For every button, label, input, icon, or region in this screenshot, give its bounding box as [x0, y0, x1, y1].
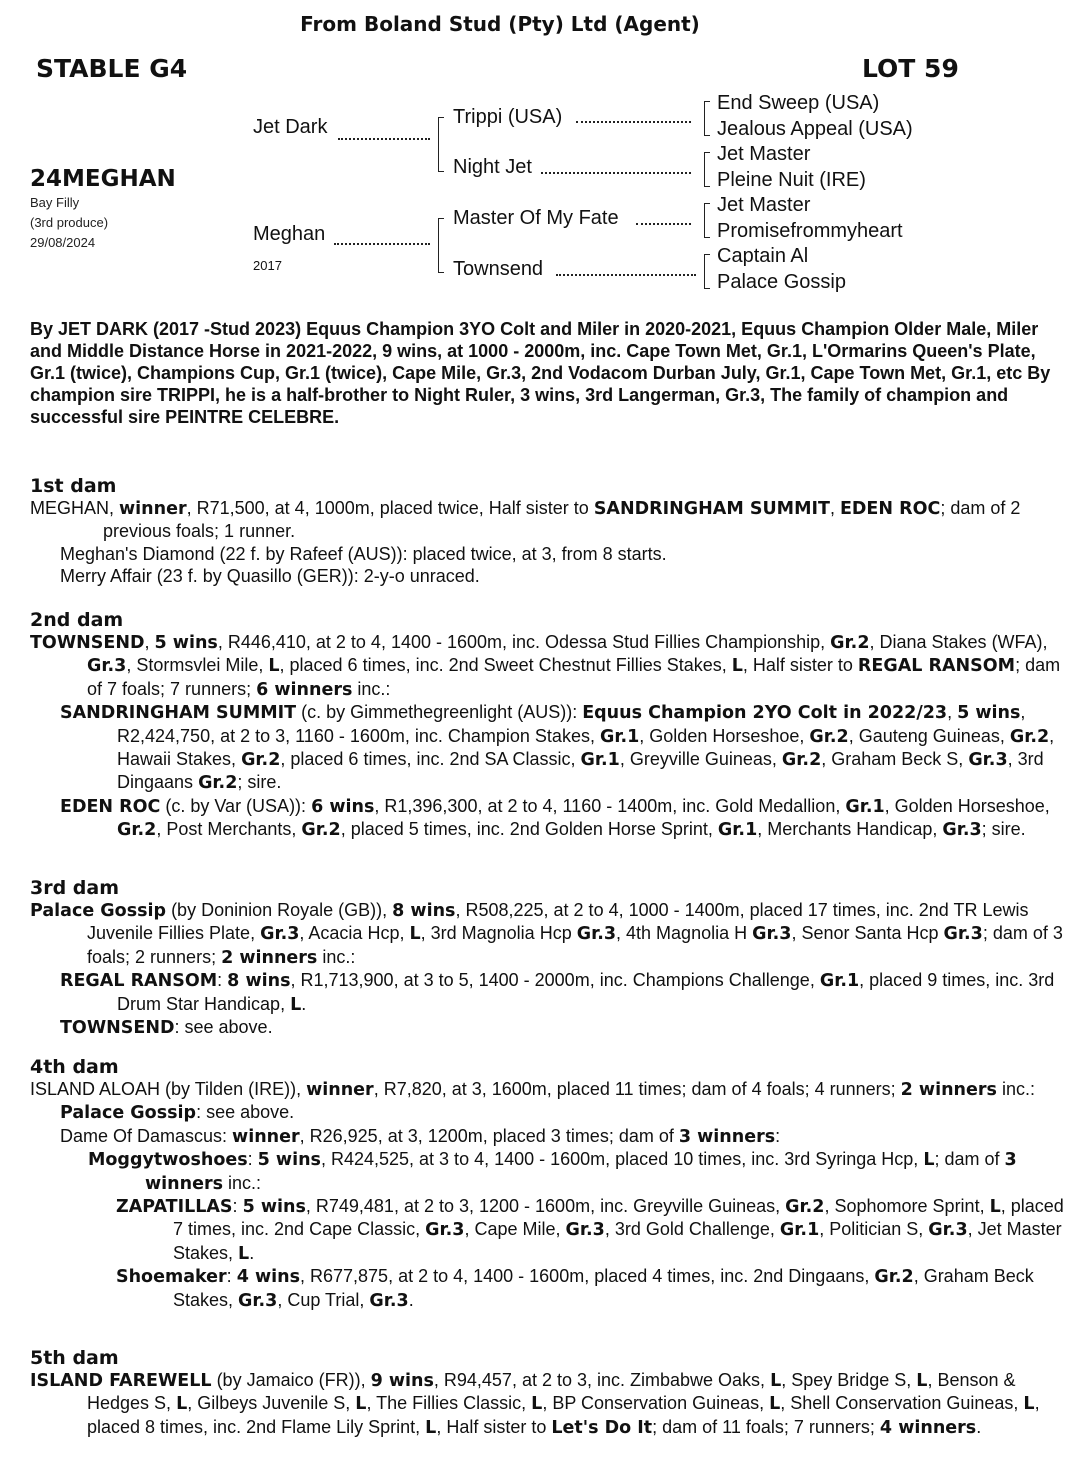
- section-5: [30, 1347, 1075, 1439]
- horse-produce: (3rd produce): [30, 215, 109, 230]
- section-heading: 5th dam: [30, 1347, 119, 1369]
- lot-label: LOT 59: [862, 54, 959, 83]
- ped-g3-7: Captain Al: [717, 245, 809, 267]
- section-heading: 3rd dam: [30, 877, 120, 899]
- section-entry: Shoemaker: 4 wins, R677,875, at 2 to 4, 1400 - 1600m, placed 4 times, inc. 2nd Dingaans, Gr.2, Graham Beck Stakes, Gr.3, Cup Trial, Gr.3.: [116, 1266, 1034, 1311]
- ped-g3-8: Palace Gossip: [717, 271, 846, 293]
- section-heading: 2nd dam: [30, 609, 124, 631]
- ped-sire-sire: Trippi (USA): [453, 106, 563, 128]
- section-entry: TOWNSEND, 5 wins, R446,410, at 2 to 4, 1400 - 1600m, inc. Odessa Stud Fillies Championship, Gr.2, Diana Stakes (WFA), Gr.3, Stormsvlei Mile, L, placed 6 times, inc. 2nd Sweet Chestnut Fillies Stakes, L, Half sister to REGAL RANSOM; dam of 7 foals; 7 runners; 6 winners inc.:: [30, 632, 1061, 700]
- section-entry: MEGHAN, winner, R71,500, at 4, 1000m, placed twice, Half sister to SANDRINGHAM SUMMIT, EDEN ROC; dam of 2 previous foals; 1 runner.: [30, 498, 1021, 542]
- section-entry: Moggytwoshoes: 5 wins, R424,525, at 3 to 4, 1400 - 1600m, placed 10 times, inc. 3rd Syringa Hcp, L; dam of 3 winners inc.:: [88, 1149, 1017, 1194]
- section-4: [30, 1056, 1075, 1312]
- ped-g3-3: Jet Master: [717, 143, 811, 165]
- section-2: [30, 609, 1075, 842]
- ped-sire: Jet Dark: [253, 116, 328, 138]
- ped-g3-5: Jet Master: [717, 194, 811, 216]
- section-entry: REGAL RANSOM: 8 wins, R1,713,900, at 3 to 5, 1400 - 2000m, inc. Champions Challenge, Gr.1, placed 9 times, inc. 3rd Drum Star Handicap, L.: [60, 970, 1055, 1015]
- ped-dam-sire: Master Of My Fate: [453, 207, 619, 229]
- section-entry: Palace Gossip: see above.: [60, 1102, 295, 1124]
- ped-g3-6: Promisefrommyheart: [717, 220, 903, 242]
- ped-dam-dam: Townsend: [453, 258, 544, 280]
- ped-g3-1: End Sweep (USA): [717, 92, 880, 114]
- section-entry: Merry Affair (23 f. by Quasillo (GER)): 2-y-o unraced.: [60, 566, 480, 587]
- ped-sire-dam: Night Jet: [453, 156, 532, 178]
- section-1: [30, 475, 1075, 588]
- ped-g3-4: Pleine Nuit (IRE): [717, 169, 866, 191]
- ped-g3-2: Jealous Appeal (USA): [717, 118, 913, 140]
- section-entry: EDEN ROC (c. by Var (USA)): 6 wins, R1,396,300, at 2 to 4, 1160 - 1400m, inc. Gold Medallion, Gr.1, Golden Horseshoe, Gr.2, Post Merchants, Gr.2, placed 5 times, inc. 2nd Golden Horse Sprint, Gr.1, Merchants Handicap, Gr.3; sire.: [60, 795, 1050, 841]
- section-entry: Meghan's Diamond (22 f. by Rafeef (AUS)): placed twice, at 3, from 8 starts.: [60, 543, 667, 564]
- ped-dam-year: 2017: [253, 258, 282, 273]
- horse-name: 24MEGHAN: [30, 166, 176, 192]
- sire-intro: By JET DARK (2017 -Stud 2023) Equus Champion 3YO Colt and Miler in 2020-2021, Equus Champion Older Male, Miler and Middle Distance Horse in 2021-2022, 9 wins, at 1000 - 2000m, inc. Cape Town Met, Gr.1, L'Ormarins Queen's Plate, Gr.1 (twice), Champions Cup, Gr.1 (twice), Cape Mile, Gr.3, 2nd Vodacom Durban July, Gr.1, Cape Town Met, Gr.1, etc By champion sire TRIPPI, he is a half-brother to Night Ruler, 3 wins, 3rd Langerman, Gr.3, The family of champion and successful sire PEINTRE CELEBRE.: [30, 319, 1051, 427]
- section-entry: SANDRINGHAM SUMMIT (c. by Gimmethegreenlight (AUS)): Equus Champion 2YO Colt in 2022/23, 5 wins, R2,424,750, at 2 to 3, 1160 - 1600m, inc. Champion Stakes, Gr.1, Golden Horseshoe, Gr.2, Gauteng Guineas, Gr.2, Hawaii Stakes, Gr.2, placed 6 times, inc. 2nd SA Classic, Gr.1, Greyville Guineas, Gr.2, Graham Beck S, Gr.3, 3rd Dingaans Gr.2; sire.: [60, 702, 1055, 794]
- ped-dam: Meghan: [253, 223, 326, 245]
- section-entry: ZAPATILLAS: 5 wins, R749,481, at 2 to 3, 1200 - 1600m, inc. Greyville Guineas, Gr.2, Sophomore Sprint, L, placed 7 times, inc. 2nd Cape Classic, Gr.3, Cape Mile, Gr.3, 3rd Gold Challenge, Gr.1, Politician S, Gr.3, Jet Master Stakes, L.: [116, 1196, 1064, 1264]
- section-3: [30, 877, 1075, 1039]
- agent-line: From Boland Stud (Pty) Ltd (Agent): [300, 12, 700, 36]
- horse-foaled: 29/08/2024: [30, 235, 96, 250]
- section-entry: ISLAND ALOAH (by Tilden (IRE)), winner, R7,820, at 3, 1600m, placed 11 times; dam of 4 foals; 4 runners; 2 winners inc.:: [30, 1079, 1035, 1100]
- section-entry: Dame Of Damascus: winner, R26,925, at 3, 1200m, placed 3 times; dam of 3 winners:: [60, 1125, 781, 1147]
- stable-label: STABLE G4: [36, 54, 188, 83]
- section-heading: 4th dam: [30, 1056, 119, 1078]
- section-entry: Palace Gossip (by Doninion Royale (GB)), 8 wins, R508,225, at 2 to 4, 1000 - 1400m, placed 17 times, inc. 2nd TR Lewis Juvenile Fillies Plate, Gr.3, Acacia Hcp, L, 3rd Magnolia Hcp Gr.3, 4th Magnolia H Gr.3, Senor Santa Hcp Gr.3; dam of 3 foals; 2 runners; 2 winners inc.:: [30, 900, 1063, 968]
- section-heading: 1st dam: [30, 475, 117, 497]
- section-entry: TOWNSEND: see above.: [60, 1017, 273, 1039]
- horse-sex-color: Bay Filly: [30, 195, 80, 210]
- section-entry: ISLAND FAREWELL (by Jamaico (FR)), 9 wins, R94,457, at 2 to 3, inc. Zimbabwe Oaks, L, Spey Bridge S, L, Benson & Hedges S, L, Gilbeys Juvenile S, L, The Fillies Classic, L, BP Conservation Guineas, L, Shell Conservation Guineas, L, placed 8 times, inc. 2nd Flame Lily Sprint, L, Half sister to Let's Do It; dam of 11 foals; 7 runners; 4 winners.: [30, 1370, 1040, 1438]
